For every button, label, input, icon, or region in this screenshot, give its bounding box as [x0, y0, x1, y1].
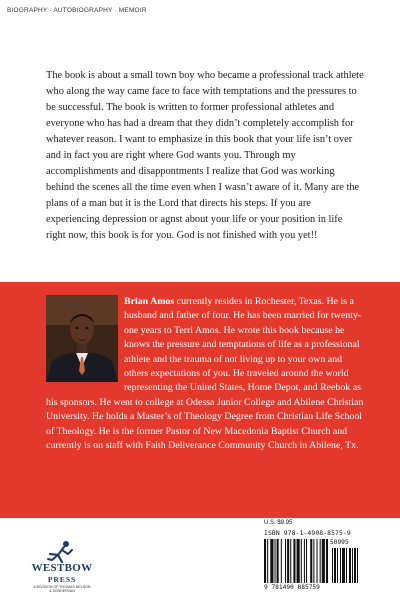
barcode-bar	[264, 539, 266, 583]
barcode-bar	[277, 539, 279, 583]
back-cover-top	[0, 0, 400, 282]
photo-space	[46, 295, 124, 385]
price-label: U.S. $9.95	[264, 520, 293, 526]
barcode-addon-bar	[337, 548, 338, 583]
barcode-digits: 9 781490 885759	[264, 584, 320, 591]
barcode-bar	[285, 539, 286, 583]
barcode-bar	[306, 539, 307, 583]
barcode-bar	[275, 539, 276, 583]
barcode-bar	[301, 539, 302, 583]
barcode-bar	[310, 539, 312, 583]
barcode-bar	[267, 539, 268, 583]
barcode-addon-bar	[334, 548, 336, 583]
barcode-bar	[317, 539, 318, 583]
author-bio-text: currently resides in Rochester, Texas. He is a husband and father of four. He has been married for twenty-one years to Terri Amos. He wrote this book because he knows the pressure and temptations of life as a professional athlete and the trauma of not living up to your own and others expectations of you. He traveled around the world representing the United States, Home Depot, and Reebok as his sponsors. He went to college at Odessa Junior College and Abilene Christian University. He holds a Master’s of Theology Degree from Christian Life School of Theology. He is the former Pastor of New Macedonia Baptist Church and currently is on staff with Faith Deliverance Community Church in Abilene, Tx.	[46, 296, 364, 452]
barcode-bar	[297, 539, 300, 583]
barcode-addon-bar	[332, 548, 333, 583]
barcode-bar	[322, 539, 325, 583]
barcode-bar	[290, 539, 291, 583]
barcode-bar	[270, 539, 273, 583]
barcode-bar	[287, 539, 289, 583]
barcode-bar	[320, 539, 321, 583]
book-description: The book is about a small town boy who became a professional track athlete who along the way came face to face with temptations and the pressures to be successful. The book is written to former professional athletes and everyone who has had a dream that they didn’t completely accomplish for whatever reason. I want to emphasize in this book that your life isn’t over and in fact you are right where God wants you. Through my accomplishments and disappontments I realize that God was working behind the scenes all the time even when I wasn’t aware of it. Many are the plans of a man but it is the Lord that directs his steps. If you are experiencing depression or agnst about your life or your position in life right now, this book is for you. God is not finished with you yet!!	[46, 70, 364, 241]
barcode-addon-bar	[346, 548, 347, 583]
barcode-bar	[293, 539, 295, 583]
publisher-tagline	[22, 585, 102, 594]
author-name: Brian Amos	[124, 296, 175, 307]
isbn-label: ISBN 978-1-4908-8575-9	[264, 529, 351, 537]
publisher-tagline-1: A DIVISION OF THOMAS NELSON	[33, 585, 91, 589]
author-bio	[46, 295, 364, 453]
category-label: BIOGRAPHY · AUTOBIOGRAPHY · MEMOIR	[7, 7, 147, 14]
back-cover-bottom	[0, 518, 400, 600]
barcode-bar	[313, 539, 314, 583]
publisher-name: WESTBOW	[31, 562, 93, 574]
author-bio-band	[0, 282, 400, 518]
barcode-bar	[326, 539, 328, 583]
barcode-addon-bar	[342, 548, 345, 583]
runner-icon	[22, 540, 102, 564]
isbn-barcode	[264, 539, 364, 583]
barcode-addon-bar	[352, 548, 353, 583]
barcode-addon: 50995	[330, 539, 349, 546]
publisher-tagline-2: & ZONDERVAN	[49, 589, 75, 594]
publisher-press: PRESS	[47, 575, 77, 584]
barcode-addon-bar	[357, 548, 358, 583]
barcode-addon-bar	[354, 548, 356, 583]
barcode-addon-bar	[349, 548, 351, 583]
publisher-logo	[22, 540, 102, 594]
barcode-bar	[281, 539, 282, 583]
barcode-addon-bar	[340, 548, 341, 583]
barcode-bar	[304, 539, 305, 583]
